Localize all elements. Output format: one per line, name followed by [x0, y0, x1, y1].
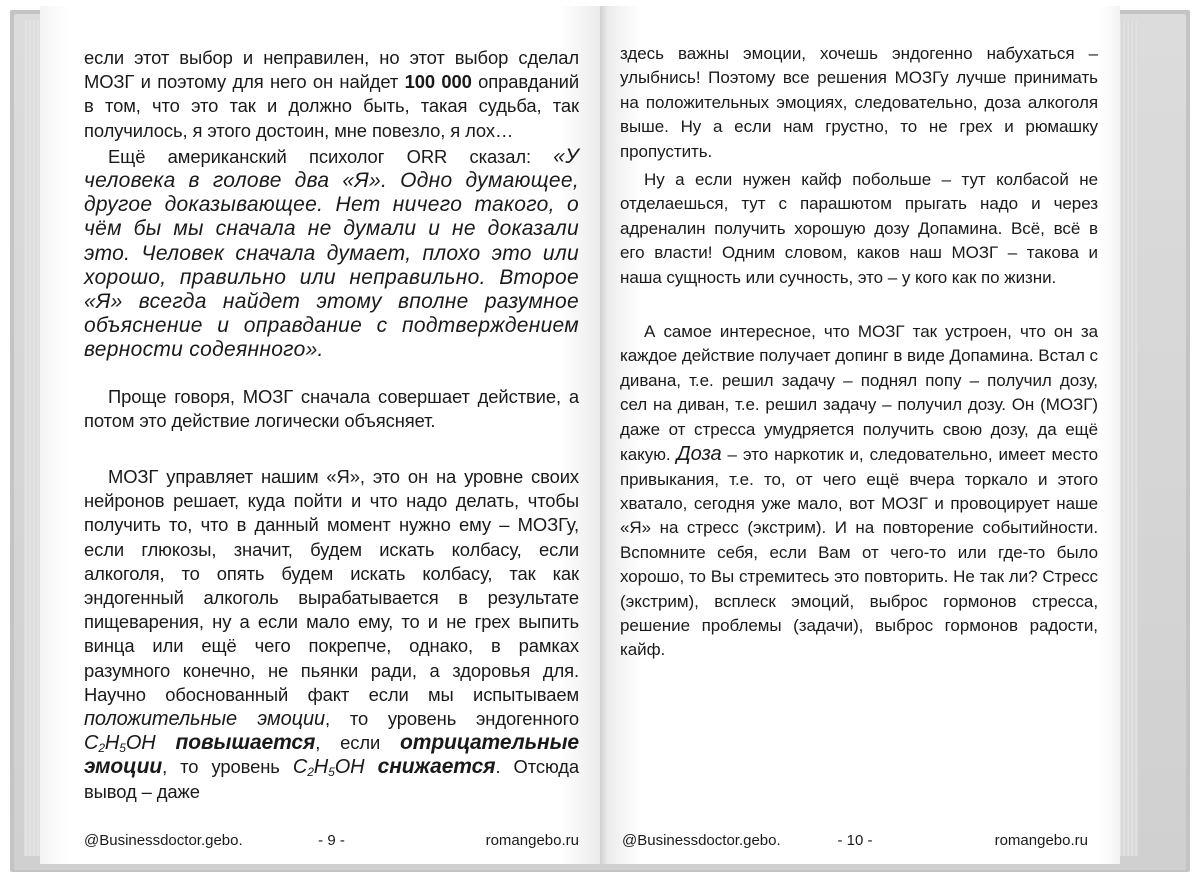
formula-ethanol: $C_2H_5OH$	[84, 732, 156, 756]
orr-quote: «У человека в голове два «Я». Одно думающее, другое доказывающее. Нет ничего такого, о чём бы мы сначала не думали и не доказали это. Человек сначала думает, плохо это или хорошо, правильно или неправильно. Второе «Я» всегда найдет этому вполне разумное объяснение и оправдание с подтверждением верности содеянного».	[84, 144, 579, 362]
right-paragraph-3: А самое интересное, что МОЗГ так устроен, что он за каждое действие получает допинг в виде Допамина. Встал с дивана, т.е. решил задачу – поднял попу – получил дозу, сел на диван, т.е. решил задачу – получил дозу. Он (МОЗГ) даже от стресса умудряется получить свою дозу, да ещё какую. Доза – это наркотик и, следовательно, имеет место привыкания, т.е. то, от чего ещё вчера торкало и этого хватало, сегодня уже мало, вот МОЗГ и провоцирует наше «Я» на стресс (экстрим). И на повторение событийности. Вспомните себя, если Вам от чего-то или где-то было хорошо, то Вы стремитесь это повторить. Не так ли? Стресс (экстрим), всплеск эмоций, выброс гормонов стресса, решение проблемы (задачи), выброс гормонов радости, кайф.	[620, 322, 1098, 660]
left-paragraph-2: Ещё американский психолог ORR сказал: «У человека в голове два «Я». Одно думающее, другое доказывающее. Нет ничего такого, о чём бы мы сначала не думали и не доказали это. Человек сначала думает, плохо это или хорошо, правильно или неправильно. Второе «Я» всегда найдет этому вполне разумное объяснение и оправдание с подтверждением верности содеянного».	[84, 144, 579, 362]
left-page-text	[84, 46, 579, 804]
right-paragraph-2: Ну а если нужен кайф побольше – тут колбасой не отделаешься, тут с парашютом прыгать надо и через адреналин получить хорошую дозу Допамина. Всё, всё в его власти! Одним словом, каков наш МОЗГ – такова и наша сущность или сучность, это – у кого как по жизни.	[620, 170, 1098, 287]
formula-ethanol-2: $C_2H_5OH$	[292, 756, 365, 780]
footer-website: romangebo.ru	[994, 832, 1088, 849]
right-page	[600, 6, 1120, 864]
footer-handle: @Businessdoctor.gebo.	[84, 832, 243, 849]
left-paragraph-4: МОЗГ управляет нашим «Я», это он на уровне своих нейронов решает, куда пойти и что надо делать, чтобы получить то, что в данный момент нужно ему – МОЗГу, если глюкозы, значит, будем искать колбасу, если алкоголя, то опять будем искать колбасу, так как эндогенный алкоголь вырабатывается в результате пищеварения, ну а если мало ему, то и не грех выпить винца или ещё чего покрепче, однако, в рамках разумного конечно, не пьянки ради, а здоровья для. Научно обоснованный факт если мы испытываем положительные эмоции, то уровень эндогенного $C_2H_5OH$ повышается, если отрицательные эмоции, то уровень $C_2H_5OH$ снижается. Отсюда вывод – даже	[84, 466, 580, 802]
page-number: - 9 -	[318, 832, 345, 849]
page-number: - 10 -	[837, 832, 873, 849]
left-paragraph-3: Проще говоря, МОЗГ сначала совершает действие, а потом это действие логически объясняет.	[84, 385, 579, 431]
number-100000: 100 000	[404, 71, 472, 93]
footer-handle: @Businessdoctor.gebo.	[622, 832, 781, 849]
right-page-text	[620, 42, 1098, 663]
left-page	[40, 6, 607, 864]
left-paragraph-1: если этот выбор и неправилен, но этот выбор сделал МОЗГ и поэтому для него он найдет 100 000 оправданий в том, что это так и должно быть, такая судьба, так получилось, я этого достоин, мне повезло, я лох…	[84, 47, 579, 141]
right-paragraph-1: здесь важны эмоции, хочешь эндогенно набухаться – улыбнись! Поэтому все решения МОЗГу лучше принимать на положительных эмоциях, следовательно, доза алкоголя выше. Ну а если нам грустно, то не грех и рюмашку пропустить.	[620, 44, 1098, 161]
footer-website: romangebo.ru	[485, 832, 579, 849]
